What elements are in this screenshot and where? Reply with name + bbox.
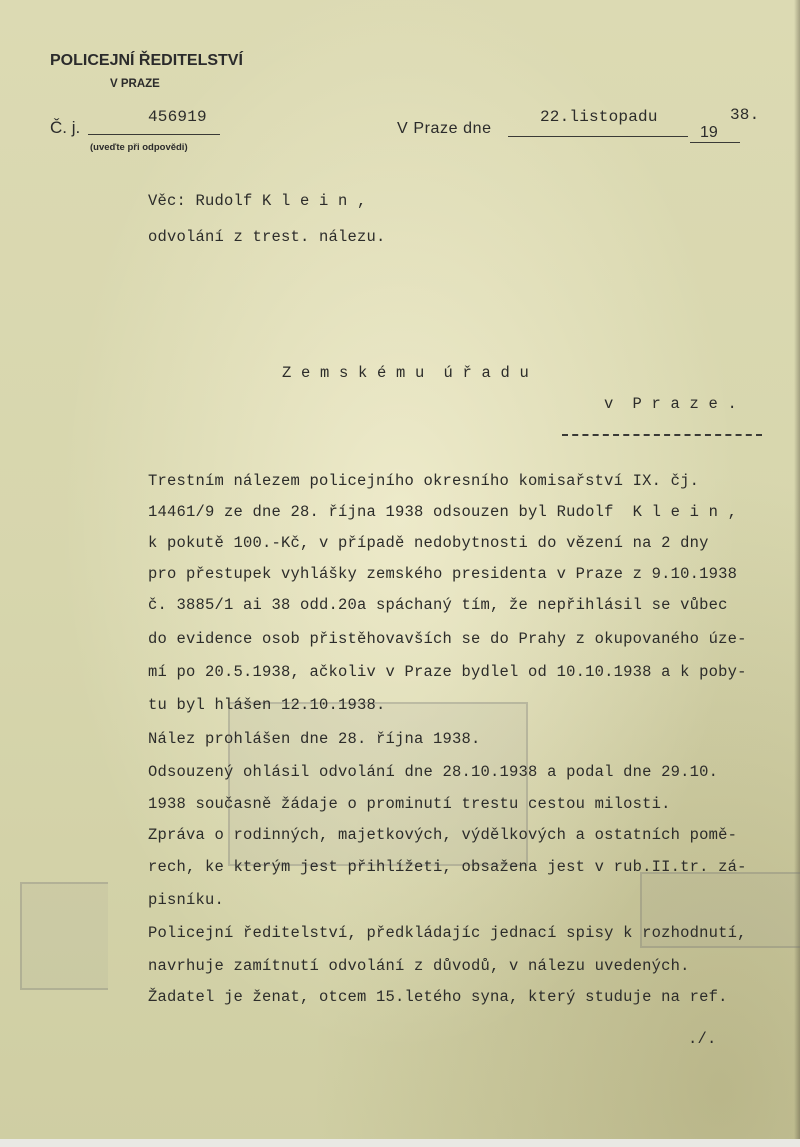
faint-side-stamp bbox=[20, 882, 108, 990]
body-line: č. 3885/1 ai 38 odd.20a spáchaný tím, že nepřihlásil se vůbec bbox=[148, 596, 728, 614]
body-line: 14461/9 ze dne 28. října 1938 odsouzen byl Rudolf K l e i n , bbox=[148, 503, 738, 521]
date-label: V Praze dne bbox=[397, 120, 492, 137]
body-line: Nález prohlášen dne 28. října 1938. bbox=[148, 730, 481, 748]
page-bottom-edge bbox=[0, 1139, 800, 1147]
reference-label: Č. j. bbox=[50, 118, 81, 137]
body-line: Policejní ředitelství, předkládajíc jednací spisy k rozhodnutí, bbox=[148, 924, 747, 942]
recipient-line-1: Z e m s k é m u ú ř a d u bbox=[282, 364, 530, 382]
reference-underline bbox=[88, 134, 220, 135]
subject-line-1: Věc: Rudolf K l e i n , bbox=[148, 192, 367, 210]
date-underline bbox=[508, 136, 688, 137]
body-line: Zpráva o rodinných, majetkových, výdělkových a ostatních pomě- bbox=[148, 826, 738, 844]
year-suffix: 38. bbox=[730, 106, 760, 124]
reference-note: (uveďte při odpovědi) bbox=[90, 142, 188, 153]
body-line: Odsouzený ohlásil odvolání dne 28.10.1938 a podal dne 29.10. bbox=[148, 763, 719, 781]
recipient-underline bbox=[562, 434, 762, 436]
year-underline bbox=[690, 142, 740, 143]
body-line: navrhuje zamítnutí odvolání z důvodů, v nálezu uvedených. bbox=[148, 957, 690, 975]
body-line: pisníku. bbox=[148, 891, 225, 909]
body-line: tu byl hlášen 12.10.1938. bbox=[148, 696, 386, 714]
date-value: 22.listopadu bbox=[540, 108, 658, 126]
body-line: do evidence osob přistěhovavších se do Prahy z okupovaného úze- bbox=[148, 630, 747, 648]
body-line: 1938 současně žádaje o prominutí trestu cestou milosti. bbox=[148, 795, 671, 813]
continuation-mark: ./. bbox=[688, 1030, 717, 1048]
subject-line-2: odvolání z trest. nálezu. bbox=[148, 228, 386, 246]
body-line: k pokutě 100.-Kč, v případě nedobytnosti do vězení na 2 dny bbox=[148, 534, 709, 552]
body-line: Trestním nálezem policejního okresního komisařství IX. čj. bbox=[148, 472, 700, 490]
reference-number: 456919 bbox=[148, 108, 207, 126]
body-line: mí po 20.5.1938, ačkoliv v Praze bydlel od 10.10.1938 a k poby- bbox=[148, 663, 747, 681]
year-prefix: 19 bbox=[700, 124, 718, 141]
body-line: pro přestupek vyhlášky zemského presidenta v Praze z 9.10.1938 bbox=[148, 565, 738, 583]
recipient-line-2: v P r a z e . bbox=[604, 395, 738, 413]
letterhead-city: V PRAZE bbox=[110, 78, 160, 90]
page-edge-shadow bbox=[794, 0, 800, 1147]
body-line: rech, ke kterým jest přihlížeti, obsažena jest v rub.II.tr. zá- bbox=[148, 858, 747, 876]
body-line: Žadatel je ženat, otcem 15.letého syna, který studuje na ref. bbox=[148, 988, 728, 1006]
letterhead-org: POLICEJNÍ ŘEDITELSTVÍ bbox=[50, 52, 243, 69]
